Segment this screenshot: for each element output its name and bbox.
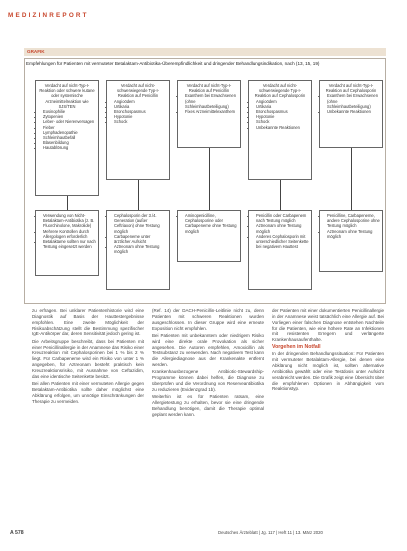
flow-top-box-4 [248, 80, 312, 180]
flow-item: • Urtikaria [256, 104, 309, 109]
paragraph: Weiterhin ist es für Patienten ratsam, eine Allergietestung zu erhalten, bevor sie eine dringende Behandlung benötigen, damit die Therapie optimal geplant werden kann. [152, 394, 264, 417]
flow-item: • Aztreonam ohne Testung möglich [256, 223, 309, 233]
flow-bottom-box-1 [35, 210, 99, 276]
flow-bottom-box-5 [319, 210, 383, 272]
figure-label: GRAFIK [27, 49, 45, 54]
paragraph: der Patienten mit einer dokumentierten Penicillinallergie in der Anamnese weist tatsächlich eine Allergie auf. Bei Vorliegen einer falschen Diagnose entstehen Nachteile für die Patienten, wie eine höhere Rate an Infektionen mit resistenten Erregern und verlängerte Krankenhausaufenthalte. [272, 308, 384, 343]
flow-item: • Hautablösung [43, 145, 96, 150]
flow-top-box-2 [106, 80, 170, 180]
flow-top-box-5 [319, 80, 383, 148]
flow-item: • Exanthem bei Erwachsenen (ohne Schleimhautbeteiligung) [185, 93, 238, 109]
flow-item: • Exanthem bei Erwachsenen (ohne Schleimhautbeteiligung) [327, 93, 380, 109]
flow-item: • Unbekannte Reaktionen [327, 109, 380, 114]
flow-item: • Schock [256, 119, 309, 124]
figure-label-bar [24, 48, 386, 56]
flow-item: • Aztreonam ohne Testung möglich [327, 229, 380, 239]
section-heading: Vorgehen im Notfall [272, 343, 321, 350]
flow-bottom-box-3 [177, 210, 241, 262]
flow-top-box-1 [35, 80, 99, 196]
paragraph: Krankenhausbezogene Antibiotic-Stewardship-Programme können dabei helfen, die Diagnose zu überprüfen und die Verordnung von Reserveantibiotika zu reduzieren (Evidenzgrad 1b). [152, 369, 264, 392]
flow-item: • Fieber [43, 125, 96, 130]
figure-title: Empfehlungen für Patienten mit vermuteter Betalaktam-Antibiotika-Überempfindlichkeit und dringender Behandlungsindikation, nach (13, 15, 19) [26, 61, 320, 66]
flow-item: • Verwendung von Nicht-Betalaktam-Antibiotika (z. B. Fluorchinolone, Makrolide) [43, 213, 96, 229]
arrow-connector [138, 180, 139, 210]
flow-item: • Lymphadenopathie [43, 130, 96, 135]
flow-top-box-3 [177, 80, 241, 148]
arrow-connector [209, 148, 210, 210]
article-column-3 [272, 308, 384, 394]
flow-top-box-head: Verdacht auf nicht-Typ-I-Reaktion auf Penicillin [186, 83, 232, 94]
flow-item: • Mehrere Kontrollen durch Allergologen erforderlich [43, 229, 96, 239]
flow-top-box-head: Verdacht auf nicht-schwerwiegende Typ-I-Reaktion auf Penicillin [116, 83, 160, 99]
flow-item: • Penicilline, Carbapeneme, andere Cephalosporine ohne Testung möglich [327, 213, 380, 229]
flow-item: • Eosinophilie [43, 109, 96, 114]
flow-item: • Unbekannte Reaktionen [256, 125, 309, 130]
flow-item: • Hypotonie [114, 114, 167, 119]
paragraph: Bei allen Patienten mit einer vermuteten Allergie gegen Betalaktam-Antibiotika sollte daher möglichst eine Abklärung erfolgen, um unnötige Einschränkungen der Therapie zu vermeiden. [32, 381, 144, 404]
paragraph: In der dringenden Behandlungssituation: Für Patienten mit vermuteter Betalaktam-Allergie, bei denen eine Abklärung nicht möglich ist, sollten alternative Antibiotika gewählt oder eine Testdosis unter Aufsicht verabreicht werden. Die Grafik zeigt eine Übersicht über die empfohlenen Optionen in Abhängigkeit vom Reaktionstyp. [272, 351, 384, 392]
flow-item: • Betalaktame sollten nur nach Testung eingesetzt werden [43, 239, 96, 249]
flow-item: • Blasenbildung [43, 140, 96, 145]
arrow-connector [280, 180, 281, 210]
journal-footer: Deutsches Ärzteblatt | Jg. 117 | Heft 11 | 13. März 2020 [218, 530, 323, 535]
flow-top-box-head: Verdacht auf nicht-schwerwiegende Typ-I-Reaktion auf Cephalosporin [254, 83, 306, 99]
article-column-2 [152, 308, 264, 419]
flow-item: • Fixes Arzneimittelexanthem [185, 109, 238, 114]
section-label: MEDIZINREPORT [8, 12, 89, 19]
paragraph: Die Arbeitsgruppe beschreibt, dass bei Patienten mit einer Penicillinallergie in der Anamnese das Risiko einer Kreuzreaktion mit Cephalosporinen bei 1 % bis 2 % liegt. Für Carbapeneme wird ein Risiko von unter 1 % angegeben, für Aztreonam besteht praktisch kein Kreuzreaktionsrisiko, mit Ausnahme von Ceftazidim, das eine identische Seitenkette besitzt. [32, 338, 144, 379]
flow-item: • Aminopenicilline, Cephalosporine oder Carbapeneme ohne Testung möglich [185, 213, 238, 234]
flow-item: • Cephalosporin der 3./4. Generation (außer Ceftriaxon) ohne Testung möglich [114, 213, 167, 234]
flow-bottom-box-2 [106, 210, 170, 290]
flow-item: • Urtikaria [114, 104, 167, 109]
arrow-connector [67, 196, 68, 210]
flow-bottom-box-4 [248, 210, 312, 290]
paragraph: Bei Patienten mit unbekanntem oder niedrigem Risiko wird eine direkte orale Provokation als sicher angesehen. Die Autoren empfehlen, Amoxicillin als Testsubstanz zu verwenden. Nach negativem Test kann die Allergiediagnose aus der Krankenakte entfernt werden. [152, 332, 264, 368]
flow-top-box-head: Verdacht auf nicht-Typ-I-Reaktion oder schwere kutane oder systemische Arzneimittelreaktion wie SJS/TEN [39, 83, 95, 109]
flow-item: • Angioödem [256, 99, 309, 104]
flow-item: • Penicillin oder Carbapenem nach Testung möglich [256, 213, 309, 223]
arrow-connector [351, 148, 352, 210]
paragraph: (Ref. 14) der DACH-Penicillin-Leitlinie nicht zu, denn Patienten mit schweren Reaktionen wurden ausgeschlossen. In dieser Gruppe wird eine erneute Exposition nicht empfohlen. [152, 308, 264, 331]
flow-item: • Leber- oder Nierenversagen [43, 119, 96, 124]
flow-item: • Anderes Cephalosporin mit unterschiedlicher Seitenkette bei negativem Hauttest [256, 234, 309, 250]
flow-item: • Schleimhautbefall [43, 135, 96, 140]
page-number: A 578 [10, 530, 24, 536]
article-column-1 [32, 308, 144, 406]
flow-item: • Angioödem [114, 99, 167, 104]
paragraph: zu erfragen. Bei unklarer Patientenhistorie wird eine Diagnostik auf Basis der Hauttestergebnisse empfohlen. Eine zweite Möglichkeit der Risikoabschätzung stellt die Bestimmung spezifischer IgE-Antikörper dar, deren Sensitivität jedoch gering ist. [32, 308, 144, 337]
flow-item: • Aztreonam ohne Testung möglich [114, 244, 167, 254]
flow-top-box-head: Verdacht auf nicht-Typ-I-Reaktion auf Cephalosporin [325, 83, 377, 94]
flow-item: • Hypotonie [256, 114, 309, 119]
flow-item: • Bronchospasmus [114, 109, 167, 114]
flow-item: • Carbapeneme unter ärztlicher Aufsicht [114, 234, 167, 244]
flow-item: • Bronchospasmus [256, 109, 309, 114]
flow-item: • Schock [114, 119, 167, 124]
flow-item: • Zytopenien [43, 114, 96, 119]
